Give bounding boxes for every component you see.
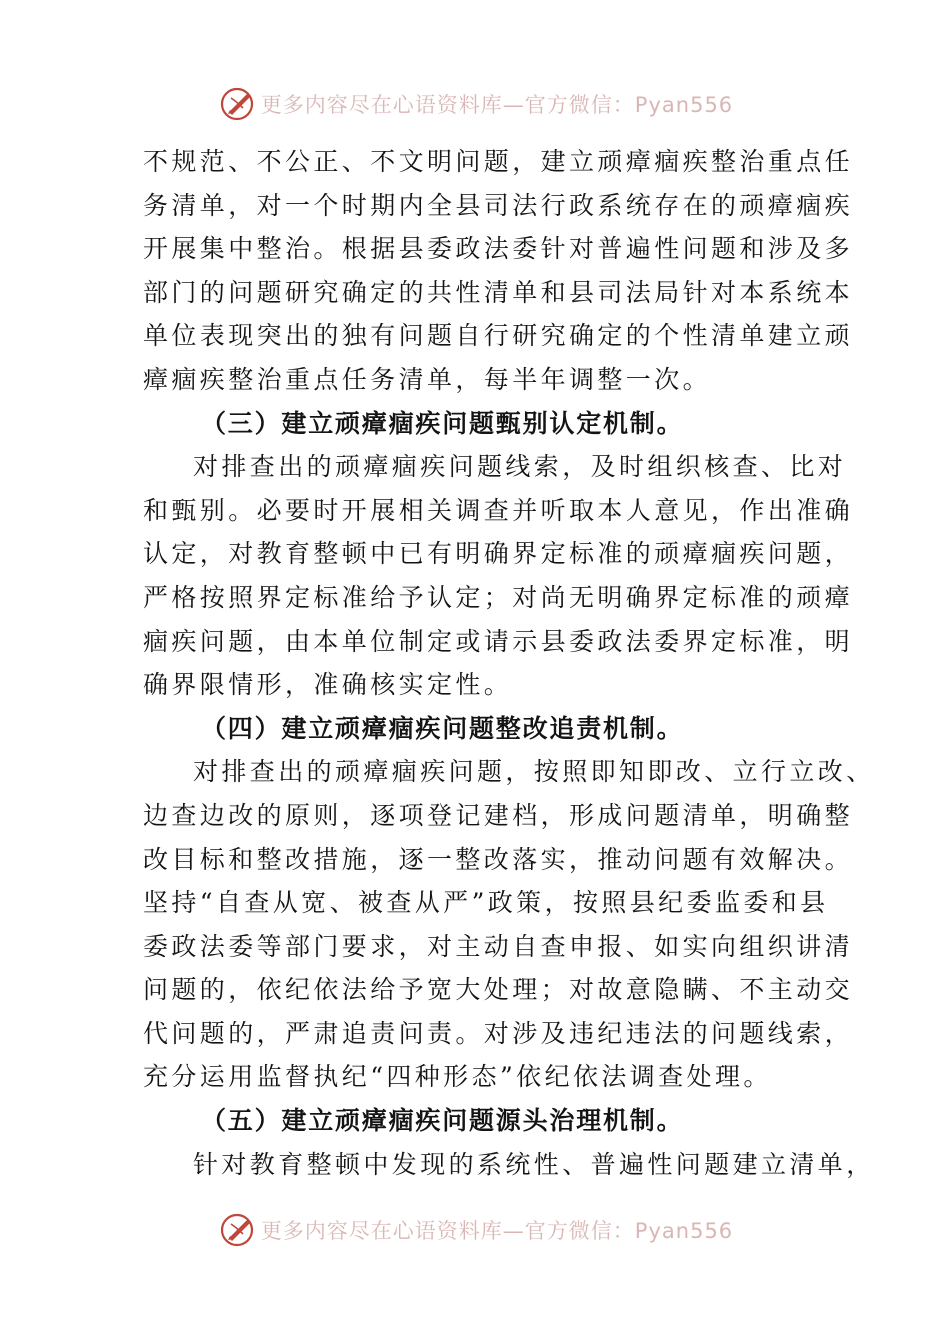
paragraph-line: 对排查出的顽瘴痼疾问题，按照即知即改、立行立改、 — [193, 757, 875, 787]
paragraph-line: 针对教育整顿中发现的系统性、普遍性问题建立清单， — [193, 1149, 875, 1179]
section-heading: （四）建立顽瘴痼疾问题整改追责机制。 — [201, 713, 684, 743]
header-watermark-text: 更多内容尽在心语资料库—官方微信：Pyan556 — [260, 93, 734, 117]
paragraph-line: 严格按照界定标准给予认定；对尚无明确界定标准的顽瘴 — [143, 582, 854, 612]
footer-watermark-banner — [0, 1208, 950, 1252]
paragraph-line: 改目标和整改措施，逐一整改落实，推动问题有效解决。 — [143, 844, 854, 874]
paragraph-line: 充分运用监督执纪“四种形态”依纪依法调查处理。 — [143, 1062, 772, 1092]
section-heading: （五）建立顽瘴痼疾问题源头治理机制。 — [201, 1106, 684, 1136]
section-heading: （三）建立顽瘴痼疾问题甄别认定机制。 — [201, 408, 684, 438]
paragraph-line: 单位表现突出的独有问题自行研究确定的个性清单建立顽 — [143, 321, 854, 351]
paragraph-line: 痼疾问题，由本单位制定或请示县委政法委界定标准，明 — [143, 626, 854, 656]
paragraph-line: 对排查出的顽瘴痼疾问题线索，及时组织核查、比对 — [193, 452, 847, 482]
paragraph-line: 不规范、不公正、不文明问题，建立顽瘴痼疾整治重点任 — [143, 147, 854, 176]
paragraph-line: 代问题的，严肃追责问责。对涉及违纪违法的问题线索， — [143, 1018, 854, 1048]
paragraph-line: 边查边改的原则，逐项登记建档，形成问题清单，明确整 — [143, 800, 854, 830]
footer-watermark-text: 更多内容尽在心语资料库—官方微信：Pyan556 — [260, 1219, 734, 1243]
paragraph-line: 确界限情形，准确核实定性。 — [143, 670, 513, 700]
header-watermark-banner — [0, 82, 950, 126]
paragraph-line: 认定，对教育整顿中已有明确界定标准的顽瘴痼疾问题， — [143, 539, 854, 569]
paragraph-line: 坚持“自查从宽、被查从严”政策，按照县纪委监委和县 — [143, 888, 829, 918]
pen-logo-icon — [217, 84, 257, 124]
paragraph-line: 部门的问题研究确定的共性清单和县司法局针对本系统本 — [143, 277, 854, 307]
paragraph-line: 委政法委等部门要求，对主动自查申报、如实向组织讲清 — [143, 931, 854, 961]
paragraph-line: 问题的，依纪依法给予宽大处理；对故意隐瞒、不主动交 — [143, 975, 854, 1005]
paragraph-line: 瘴痼疾整治重点任务清单，每半年调整一次。 — [143, 364, 712, 394]
pen-logo-icon — [217, 1210, 257, 1250]
paragraph-line: 和甄别。必要时开展相关调查并听取本人意见，作出准确 — [143, 495, 854, 525]
paragraph-line: 开展集中整治。根据县委政法委针对普遍性问题和涉及多 — [143, 234, 854, 264]
document-body — [143, 140, 875, 1186]
paragraph-line: 务清单，对一个时期内全县司法行政系统存在的顽瘴痼疾 — [143, 190, 854, 220]
